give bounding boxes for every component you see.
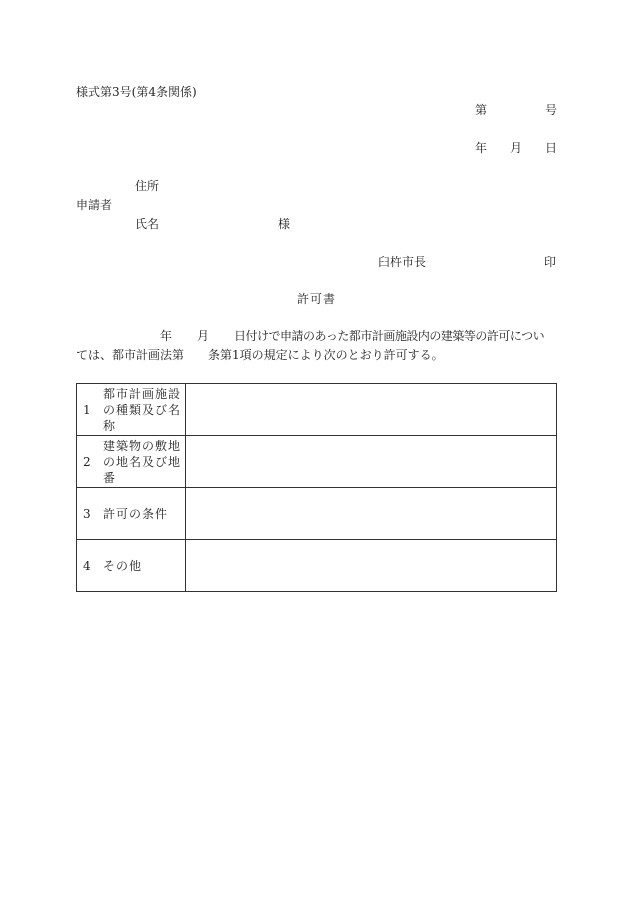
body-month-label: 月 [197,329,210,343]
date-day-label: 日 [545,141,558,155]
row-value-cell [186,488,557,540]
doc-number-suffix: 号 [545,103,558,117]
form-number: 様式第3号(第4条関係) [76,85,197,99]
permit-details-table [76,383,557,592]
doc-number-prefix: 第 [475,103,488,117]
table-row [77,488,557,540]
row-value-cell [186,436,557,488]
row-value-cell [186,384,557,436]
table-row [77,540,557,592]
row-label: 都市計画施設の種類及び名称 [103,386,182,433]
row-number: 1 [83,402,91,417]
row-number: 3 [83,506,91,521]
date-month-label: 月 [510,141,523,155]
seal-mark: 印 [544,255,557,269]
row-label: 建築物の敷地の地名及び地番 [103,438,182,485]
row-label-cell [77,540,186,592]
table-row [77,384,557,436]
body-line1-text: 日付けで申請のあった都市計画施設内の建築等の許可につい [234,329,545,343]
applicant-role-label: 申請者 [76,198,113,212]
row-label-cell [77,384,186,436]
row-label-cell [77,436,186,488]
table-row [77,436,557,488]
honorific-label: 様 [278,217,291,231]
row-value-cell [186,540,557,592]
row-label-cell [77,488,186,540]
document-title: 許可書 [297,292,337,306]
date-year-label: 年 [475,141,488,155]
address-label: 住所 [135,179,160,193]
issuer-title: 臼杵市長 [378,255,427,269]
body-year-label: 年 [160,329,173,343]
body-line2-part-a: ては、都市計画法第 [76,348,185,362]
row-number: 4 [83,558,91,573]
row-number: 2 [83,454,91,469]
row-label: 許可の条件 [103,506,169,521]
name-label: 氏名 [135,217,160,231]
body-line2-part-b: 条第1項の規定により次のとおり許可する。 [208,348,444,362]
row-label: その他 [103,558,143,573]
